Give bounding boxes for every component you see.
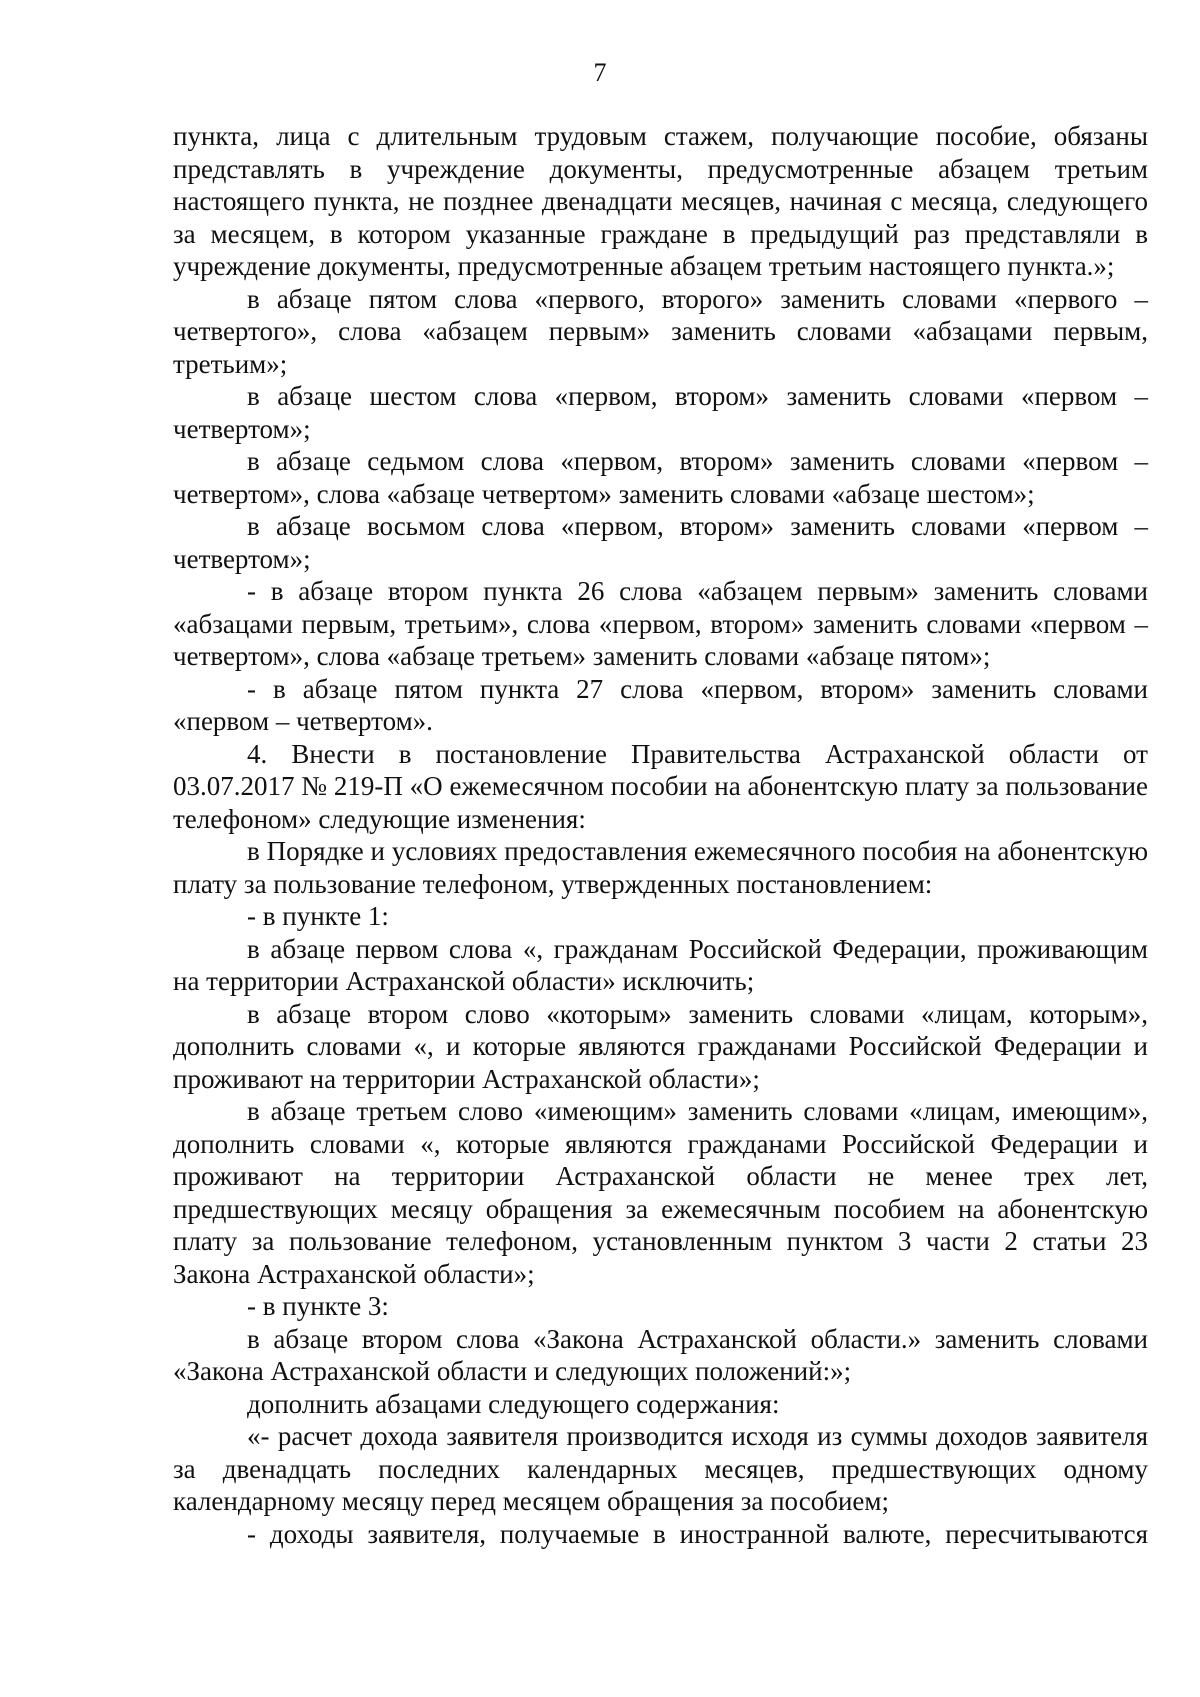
- paragraph: в Порядке и условиях предоставления ежемесячного пособия на абонентскую плату за пользование телефоном, утвержденных постановлением:: [173, 836, 1148, 899]
- page-number: 7: [593, 58, 607, 87]
- paragraph: «- расчет дохода заявителя производится исходя из суммы доходов заявителя за двенадцать последних календарных месяцев, предшествующих одному календарному месяцу перед месяцем обращения за пособием;: [173, 1421, 1148, 1516]
- paragraph: - доходы заявителя, получаемые в иностранной валюте, пересчитываются: [247, 1518, 1148, 1549]
- paragraph: в абзаце третьем слово «имеющим» заменить словами «лицам, имеющим», дополнить словами «, которые являются гражданами Российской Федерации и проживают на территории Астраханской области не менее трех лет, предшествующих месяцу обращения за ежемесячным пособием на абонентскую плату за пользование телефоном, установленным пунктом 3 части 2 статьи 23 Закона Астраханской области»;: [173, 1096, 1148, 1289]
- paragraph: - в абзаце пятом пункта 27 слова «первом, втором» заменить словами «первом – четвертом».: [173, 673, 1148, 736]
- paragraph: в абзаце пятом слова «первого, второго» заменить словами «первого – четвертого», слова «абзацем первым» заменить словами «абзацами первым, третьим»;: [173, 283, 1148, 379]
- paragraph: в абзаце восьмом слова «первом, втором» заменить словами «первом – четвертом»;: [173, 511, 1148, 574]
- document-body: [173, 120, 1148, 1550]
- paragraph: в абзаце втором слово «которым» заменить словами «лицам, которым», дополнить словами «, и которые являются гражданами Российской Федерации и проживают на территории Астраханской области»;: [173, 998, 1148, 1094]
- paragraph: дополнить абзацами следующего содержания:: [247, 1388, 780, 1419]
- paragraph: пункта, лица с длительным трудовым стажем, получающие пособие, обязаны представлять в учреждение документы, предусмотренные абзацем третьим настоящего пункта, не позднее двенадцати месяцев, начиная с месяца, следующего за месяцем, в котором указанные граждане в предыдущий раз представляли в учреждение документы, предусмотренные абзацем третьим настоящего пункта.»;: [173, 121, 1148, 281]
- paragraph: в абзаце седьмом слова «первом, втором» заменить словами «первом – четвертом», слова «абзаце четвертом» заменить словами «абзаце шестом»;: [173, 446, 1148, 509]
- paragraph: 4. Внести в постановление Правительства Астраханской области от 03.07.2017 № 219-П «О ежемесячном пособии на абонентскую плату за пользование телефоном» следующие изменения:: [173, 738, 1148, 834]
- paragraph: - в пункте 3:: [247, 1291, 389, 1321]
- paragraph: в абзаце шестом слова «первом, втором» заменить словами «первом – четвертом»;: [173, 381, 1148, 444]
- paragraph: в абзаце первом слова «, гражданам Российской Федерации, проживающим на территории Астраханской области» исключить;: [173, 933, 1148, 996]
- paragraph: - в абзаце втором пункта 26 слова «абзацем первым» заменить словами «абзацами первым, третьим», слова «первом, втором» заменить словами «первом – четвертом», слова «абзаце третьем» заменить словами «абзаце пятом»;: [173, 576, 1148, 671]
- paragraph: в абзаце втором слова «Закона Астраханской области.» заменить словами «Закона Астраханской области и следующих положений:»;: [173, 1323, 1148, 1386]
- paragraph: - в пункте 1:: [247, 901, 389, 931]
